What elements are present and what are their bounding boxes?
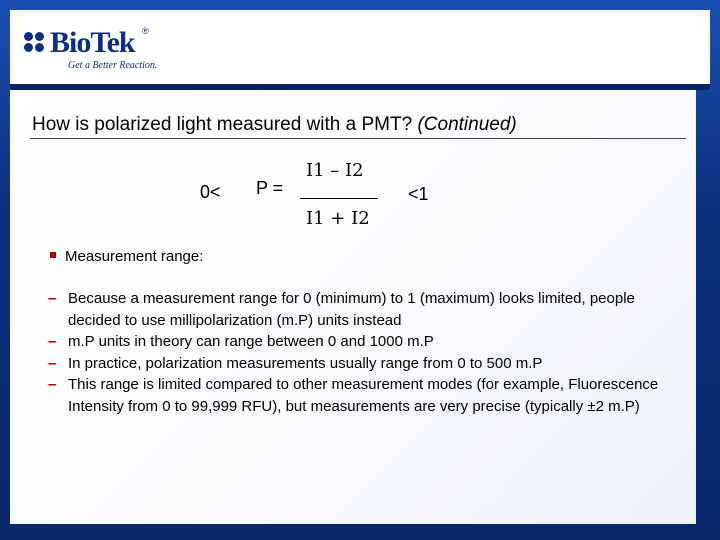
square-bullet-icon [50,252,56,258]
polarization-formula [10,90,696,240]
logo-tagline: Get a Better Reaction. [68,60,158,71]
sub-bullet-text: Because a measurement range for 0 (minimum) to 1 (maximum) looks limited, people decided to use millipolarization (m.P) units instead [68,290,635,329]
header-bar [10,10,710,84]
formula-numerator: I1 – I2 [306,160,364,181]
dash-bullet-icon: – [48,376,57,393]
logo-registered-mark: ® [142,26,149,36]
dash-bullet-icon: – [48,333,57,350]
bullet-text: Measurement range: [65,248,204,265]
dash-bullet-icon: – [48,290,57,307]
logo-wordmark: BioTek [50,26,135,59]
formula-fraction-bar [300,198,378,199]
formula-lower-bound: 0< [200,182,221,202]
bullet-measurement-range [50,248,203,265]
slide-title-main: How is polarized light measured with a PMT? [32,114,413,135]
sub-bullet-item [48,331,668,353]
biotek-logo [24,26,224,82]
slide-title-suffix: (Continued) [417,114,517,135]
formula-p-label: P = [256,178,284,198]
dash-bullet-icon: – [48,354,57,372]
slide-content [10,90,696,524]
sub-bullet-item [48,374,668,417]
logo-dots-icon [24,32,46,54]
sub-bullet-list [48,288,668,417]
sub-bullet-item [48,353,668,375]
sub-bullet-item [48,288,668,331]
sub-bullet-text: m.P units in theory can range between 0 and 1000 m.P [68,333,434,350]
formula-upper-bound: <1 [408,184,429,204]
formula-denominator: I1 + I2 [306,208,370,229]
sub-bullet-text: In practice, polarization measurements usually range from 0 to 500 m.P [68,354,543,372]
sub-bullet-text: This range is limited compared to other measurement modes (for example, Fluorescence Intensity from 0 to 99,999 RFU), but measurements are very precise (typically ±2 m.P) [68,376,659,415]
